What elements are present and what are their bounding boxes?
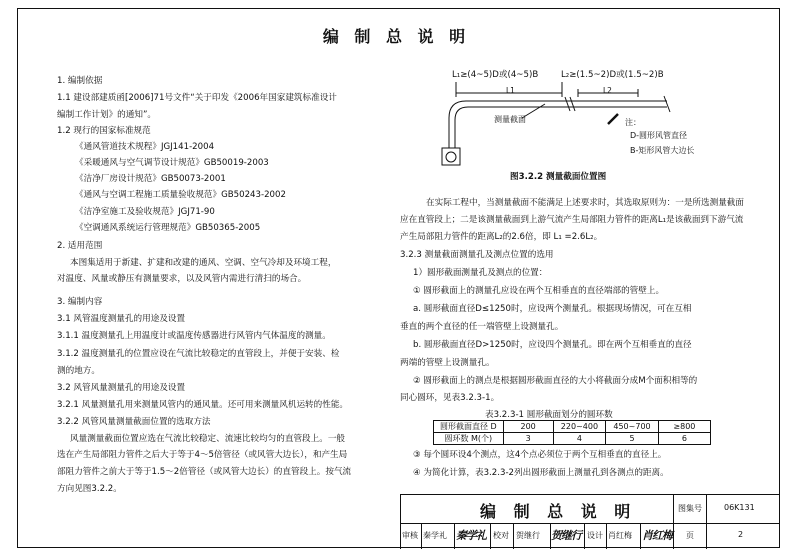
page-title: 编 制 总 说 明 (322, 27, 471, 46)
clause-3-1-1: 3.1.1 温度测量孔上用温度计或温度传感器进行风管内气体温度的测量。 (57, 331, 331, 341)
round-section-heading: 1）圆形截面测量孔及测点的位置： (413, 268, 548, 278)
norm-item: 《通风管道技术规程》JGJ141-2004 (75, 142, 215, 152)
auditor-signature: 秦学礼 (456, 529, 486, 542)
table-cell: 5 (606, 433, 659, 445)
clause-1-2: 1.2 现行的国家标准规范 (57, 126, 151, 136)
norm-item: 《洁净厂房设计规范》GB50073-2001 (75, 174, 226, 184)
checker-name: 贺继行 (516, 531, 540, 540)
section-1-heading: 1. 编制依据 (57, 76, 103, 86)
designer-signature: 肖红梅 (642, 529, 672, 542)
section-2-heading: 2. 适用范围 (57, 241, 103, 251)
norm-item: 《采暖通风与空气调节设计规范》GB50019-2003 (75, 158, 269, 168)
clause-3-2: 3.2 风管风量测量孔的用途及设置 (57, 383, 186, 393)
circled-item-2-line2: 同心圆环，见表3.2.3-1。 (400, 393, 500, 403)
table-cell: 450~700 (606, 421, 659, 433)
checker-signature: 贺继行 (551, 529, 581, 542)
table-cell: 3 (503, 433, 553, 445)
section-2-line2: 对温度、风量或静压有测量要求，以及风管内需进行清扫的场合。 (57, 274, 307, 284)
table-cell: 6 (658, 433, 710, 445)
title-block (400, 494, 780, 549)
table-row (434, 433, 711, 445)
l1-label: L1 (506, 86, 515, 95)
note-d: D-圆形风管直径 (630, 131, 688, 140)
title-block-title: 编 制 总 说 明 (480, 502, 637, 521)
clause-3-2-2-para: 选在产生局部阻力管件之后大于等于4～5倍管径（或风管大边长），和产生局 (57, 450, 348, 460)
atlas-number-label: 图集号 (678, 504, 702, 513)
design-label: 设计 (587, 531, 603, 540)
clause-3-1-2-line1: 3.1.2 温度测量孔的位置应设在气流比较稳定的直管段上，并便于安装、检 (57, 349, 340, 359)
circled-item-4: ④ 为简化计算，表3.2.3-2列出圆形截面上测量孔到各测点的距离。 (413, 468, 669, 478)
check-label: 校对 (493, 531, 509, 540)
clause-3-1: 3.1 风管温度测量孔的用途及设置 (57, 314, 186, 324)
auditor-name: 秦学礼 (423, 531, 447, 540)
table-row (434, 421, 711, 433)
table-cell: ≥800 (658, 421, 710, 433)
norm-item: 《通风与空调工程施工质量验收规范》GB50243-2002 (75, 190, 286, 200)
page-number: 2 (738, 530, 744, 539)
table-cell: 220~400 (553, 421, 606, 433)
circled-item-3: ③ 每个圆环设4个测点，这4个点必须位于两个互相垂直的直径上。 (413, 450, 667, 460)
item-b-line1: b. 圆形截面直径D>1250时，应设四个测量孔。即在两个互相垂直的直径 (413, 340, 692, 350)
circled-item-1: ① 圆形截面上的测量孔应设在两个互相垂直的直径端部的管壁上。 (413, 286, 665, 296)
figure-caption: 图3.2.2 测量截面位置图 (510, 172, 607, 182)
clause-3-2-3: 3.2.3 测量截面测量孔及测点位置的选用 (400, 250, 554, 260)
l2-formula: L₂≥(1.5~2)D或(1.5~2)B (561, 70, 664, 80)
item-a-line1: a. 圆形截面直径D≤1250时，应设两个测量孔。根据现场情况，可在互相 (413, 304, 692, 314)
clause-3-2-1: 3.2.1 风量测量孔用来测量风管内的通风量。还可用来测量风机运转的性能。 (57, 400, 349, 410)
norm-item: 《空调通风系统运行管理规范》GB50365-2005 (75, 223, 261, 233)
ring-count-table (433, 420, 711, 445)
table-title: 表3.2.3-1 圆形截面划分的圆环数 (485, 410, 613, 420)
item-b-line2: 两端的管壁上设测量孔。 (400, 358, 495, 368)
atlas-number: 06K131 (724, 503, 755, 512)
note-title: 注： (625, 118, 641, 127)
clause-3-2-2-para: 方向见图3.2.2。 (57, 484, 122, 494)
norm-item: 《洁净室施工及验收规范》JGJ71-90 (75, 207, 215, 217)
section-2-line1: 本图集适用于新建、扩建和改建的通风、空调、空气冷却及环境工程， (70, 258, 337, 268)
table-cell: 200 (503, 421, 553, 433)
table-cell: 圆形截面直径 D (434, 421, 504, 433)
clause-1-1-line1: 1.1 建设部建质函[2006]71号文件“关于印发《2006年国家建筑标准设计 (57, 93, 337, 103)
measuring-section-label: 测量截面 (494, 115, 526, 124)
table-cell: 圆环数 M(个) (434, 433, 504, 445)
audit-label: 审核 (402, 531, 418, 540)
designer-name: 肖红梅 (608, 531, 632, 540)
clause-3-2-2-para: 部阻力管件之前大于等于1.5～2倍管径（或风管大边长）的直管段上。按气流 (57, 467, 352, 477)
clause-1-1-line2: 编制工作计划》的通知”。 (57, 110, 156, 120)
table-cell: 4 (553, 433, 606, 445)
l1-formula: L₁≥(4~5)D或(4~5)B (452, 70, 539, 80)
note-b: B-矩形风管大边长 (630, 146, 695, 155)
l2-label: L2 (603, 86, 612, 95)
clause-3-2-2: 3.2.2 风管风量测量截面位置的选取方法 (57, 417, 211, 427)
clause-3-2-2-para: 风量测量截面位置应选在气流比较稳定、流速比较均匀的直管段上。一般 (70, 434, 346, 444)
clause-3-1-2-line2: 测的地方。 (57, 366, 100, 376)
selection-principle-paragraph: 在实际工程中，当测量截面不能满足上述要求时，其选取原则为：一是所选测量截面应在直管段上；二是该测量截面到上游气流产生局部阻力管件的距离L₁是该截面到下游气流产生局部阻力管件的距离L₂的2.6倍，即 L₁ =2.6L₂。 (400, 198, 744, 242)
section-3-heading: 3. 编制内容 (57, 297, 103, 307)
page-label: 页 (686, 531, 694, 540)
circled-item-2: ② 圆形截面上的测点是根据圆形截面直径的大小将截面分成M个面积相等的 (413, 376, 698, 386)
item-a-line2: 垂直的两个直径的任一端管壁上设测量孔。 (400, 322, 564, 332)
